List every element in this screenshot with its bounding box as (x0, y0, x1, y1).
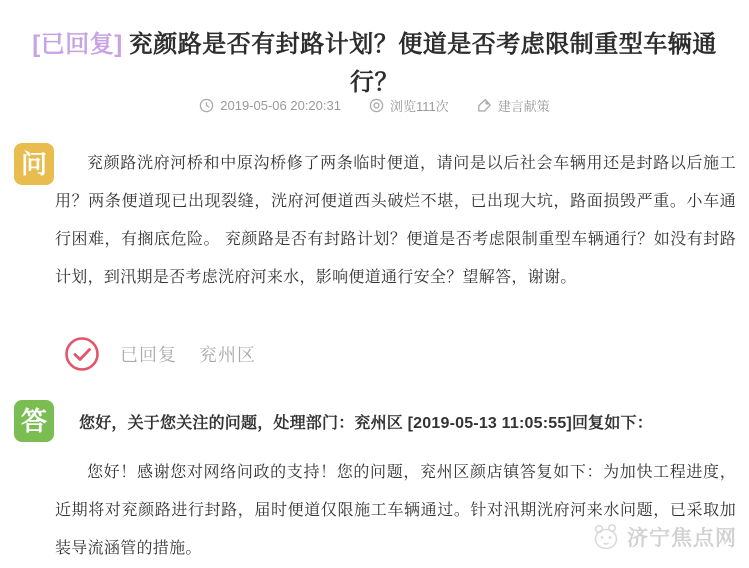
page-title (8, 26, 741, 102)
replied-status-tag: [已回复] (32, 31, 123, 59)
site-watermark (591, 522, 737, 552)
view-count-text: 浏览111次 (389, 98, 449, 114)
panda-logo-icon (591, 522, 621, 552)
replied-label: 已回复 (120, 345, 177, 365)
question-text: 兖颜路洸府河桥和中原沟桥修了两条临时便道，请问是以后社会车辆用还是封路以后施工用？两条便道现已出现裂缝，洸府河便道西头破烂不堪，已出现大坑，路面损毁严重。小车通行困难，有搁底危险。 兖颜路是否有封路计划？便道是否考虑限制重型车辆通行？如没有封路计划，到汛期是否考虑洸府河来水，影响便道通行安全？望解答，谢谢。 (55, 155, 736, 286)
answer-badge: 答 (14, 400, 54, 442)
answer-header: 您好，关于您关注的问题，处理部门：兖州区 [2019-05-13 11:05:55]回复如下： (79, 415, 653, 432)
clock-icon (199, 98, 214, 113)
check-circle-icon (64, 336, 100, 372)
category-tag-text: 建言献策 (497, 98, 550, 114)
question-title-text: 兖颜路是否有封路计划？便道是否考虑限制重型车辆通行？ (128, 31, 717, 97)
question-section (0, 141, 749, 297)
post-time (199, 98, 341, 113)
category-tag[interactable] (477, 96, 550, 115)
site-watermark-text: 济宁焦点网 (627, 527, 737, 550)
department-label: 兖州区 (199, 345, 256, 365)
post-time-text: 2019-05-06 20:20:31 (220, 97, 341, 113)
views-icon (369, 98, 384, 113)
replied-status-row (64, 334, 256, 374)
meta-row (0, 93, 749, 117)
question-badge: 问 (14, 143, 54, 185)
answer-body: 您好！感谢您对网络问政的支持！您的问题，兖州区颜店镇答复如下：为加快工程进度，近期将对兖颜路进行封路，届时便道仅限施工车辆通过。针对汛期洸府河来水问题，已采取加装导流涵管的措施。 (55, 464, 736, 557)
view-count (369, 96, 449, 115)
tag-icon (477, 98, 492, 113)
